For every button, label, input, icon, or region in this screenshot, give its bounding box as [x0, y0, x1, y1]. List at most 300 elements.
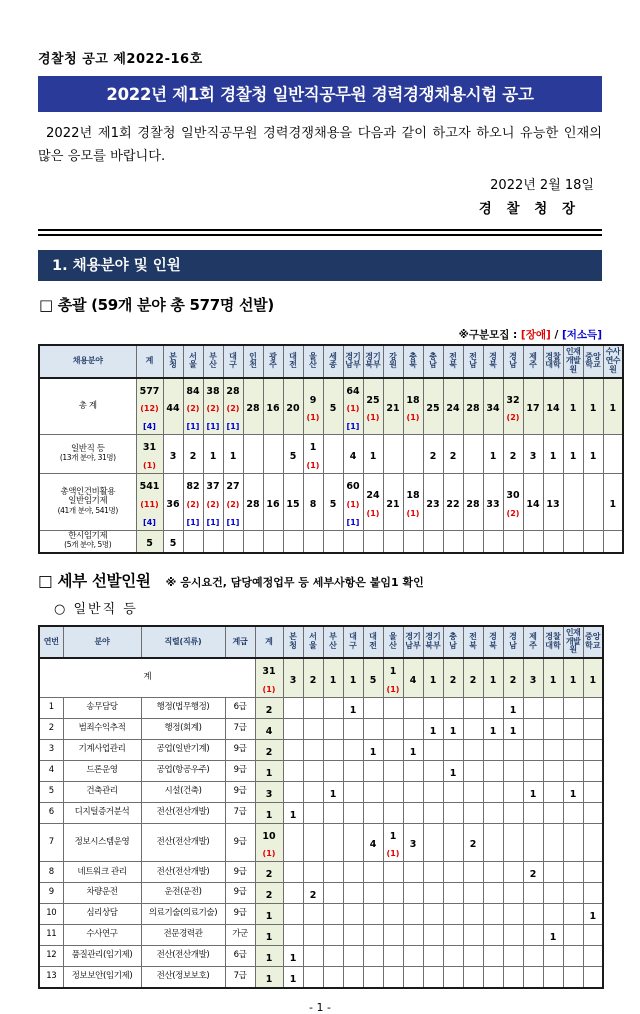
- table-cell: 25: [423, 378, 443, 435]
- table-cell: 2: [183, 435, 203, 474]
- table-cell: [303, 823, 323, 862]
- table-cell: [363, 718, 383, 739]
- table-cell: [483, 781, 503, 802]
- table-cell: [463, 862, 483, 883]
- table-cell: 3: [255, 781, 283, 802]
- table-cell: [423, 739, 443, 760]
- table-cell: 28 (2) [1]: [223, 378, 243, 435]
- table-cell: 2: [303, 883, 323, 904]
- table-cell: [583, 945, 603, 966]
- table-cell: [543, 698, 563, 719]
- table-cell: [563, 904, 583, 925]
- table-cell: 7급: [225, 966, 255, 987]
- table-cell: 행정(법무행정): [141, 698, 225, 719]
- table-cell: 64 (1) [1]: [343, 378, 363, 435]
- table-cell: [463, 435, 483, 474]
- column-header: 세 종: [323, 345, 343, 377]
- table-cell: [283, 925, 303, 946]
- column-header: 충 북: [403, 345, 423, 377]
- table-cell: [503, 883, 523, 904]
- table-cell: 5: [323, 378, 343, 435]
- table-cell: [323, 862, 343, 883]
- column-header: 계: [136, 345, 163, 377]
- table-cell: 28: [243, 378, 263, 435]
- table-cell: [543, 945, 563, 966]
- table-row: [39, 658, 603, 697]
- column-header: 채용분야: [39, 345, 136, 377]
- table-row: [39, 945, 603, 966]
- table-cell: [583, 698, 603, 719]
- table-cell: [503, 823, 523, 862]
- column-header: 강 원: [383, 345, 403, 377]
- table-cell: [383, 966, 403, 987]
- table-cell: [383, 718, 403, 739]
- table-cell: 1: [563, 378, 583, 435]
- table-cell: [283, 530, 303, 553]
- table-cell: 공업(일반기계): [141, 739, 225, 760]
- table-cell: [403, 966, 423, 987]
- column-header: 제 주: [523, 626, 543, 658]
- table-cell: [543, 883, 563, 904]
- table-cell: [583, 739, 603, 760]
- column-header: 전 북: [463, 626, 483, 658]
- table-cell: [583, 966, 603, 987]
- table-cell: 1: [483, 658, 503, 697]
- table-cell: 7급: [225, 718, 255, 739]
- table-cell: [303, 760, 323, 781]
- column-header: 충 남: [443, 626, 463, 658]
- table-cell: 84 (2) [1]: [183, 378, 203, 435]
- table-cell: [283, 760, 303, 781]
- table-cell: [323, 718, 343, 739]
- column-header: 연번: [39, 626, 63, 658]
- table-row: [39, 698, 603, 719]
- table-cell: [543, 760, 563, 781]
- table-cell: [383, 781, 403, 802]
- table-row: [39, 904, 603, 925]
- table-cell: 10 (1): [255, 823, 283, 862]
- table-row: [39, 378, 623, 435]
- table-cell: 일반직 등 (13개 분야, 31명): [39, 435, 136, 474]
- table-row: [39, 474, 623, 531]
- table-row: [39, 862, 603, 883]
- legend-prefix: ※구분모집 :: [458, 329, 518, 342]
- column-header: 중앙 학교: [583, 345, 603, 377]
- table-cell: 8: [39, 862, 63, 883]
- table-cell: 20: [283, 378, 303, 435]
- table-cell: [403, 781, 423, 802]
- table-cell: 총액인건비활용 일반임기제 (41개 분야, 541명): [39, 474, 136, 531]
- table-cell: 1: [423, 718, 443, 739]
- table-cell: 2: [255, 883, 283, 904]
- table-cell: [503, 925, 523, 946]
- table-cell: [403, 945, 423, 966]
- header-row: [39, 345, 623, 377]
- column-header: 분야: [63, 626, 141, 658]
- table-cell: [343, 739, 363, 760]
- table-cell: [343, 862, 363, 883]
- table-cell: 1: [583, 435, 603, 474]
- table-cell: [303, 739, 323, 760]
- table-cell: [403, 883, 423, 904]
- table-cell: [363, 904, 383, 925]
- table-cell: 1: [423, 658, 443, 697]
- intro-paragraph: 2022년 제1회 경찰청 일반직공무원 경력경쟁채용을 다음과 같이 하고자 하오니 유능한 인재의 많은 응모를 바랍니다.: [38, 126, 602, 165]
- table-cell: [443, 739, 463, 760]
- table-cell: 1: [363, 739, 383, 760]
- table-cell: [463, 739, 483, 760]
- column-header: 충 남: [423, 345, 443, 377]
- table-cell: 1: [563, 781, 583, 802]
- table-cell: [523, 760, 543, 781]
- table-cell: [363, 925, 383, 946]
- table-cell: 14: [523, 474, 543, 531]
- table-cell: [443, 925, 463, 946]
- table-cell: 디지털증거분석: [63, 802, 141, 823]
- table-cell: [463, 945, 483, 966]
- table-cell: [463, 925, 483, 946]
- table-cell: 1: [523, 781, 543, 802]
- document-title-banner: [38, 76, 602, 112]
- table-cell: 의료기술(의료기술): [141, 904, 225, 925]
- table-cell: [523, 698, 543, 719]
- table-cell: 18 (1): [403, 474, 423, 531]
- table-cell: [243, 530, 263, 553]
- table-cell: [423, 862, 443, 883]
- table-cell: [563, 474, 583, 531]
- table-cell: [323, 760, 343, 781]
- table-cell: 21: [383, 378, 403, 435]
- table-cell: 13: [543, 474, 563, 531]
- table-cell: [303, 966, 323, 987]
- table-cell: [363, 966, 383, 987]
- column-header: 서 울: [303, 626, 323, 658]
- table-cell: 82 (2) [1]: [183, 474, 203, 531]
- table-row: [39, 760, 603, 781]
- table-cell: 1: [583, 904, 603, 925]
- table-cell: [363, 698, 383, 719]
- table-cell: 1 (1): [303, 435, 323, 474]
- table-cell: 24 (1): [363, 474, 383, 531]
- table-cell: 9급: [225, 904, 255, 925]
- table-cell: [363, 781, 383, 802]
- table-cell: 24: [443, 378, 463, 435]
- table-cell: [283, 698, 303, 719]
- table-cell: [363, 883, 383, 904]
- table-cell: [443, 966, 463, 987]
- table-cell: 2: [39, 718, 63, 739]
- column-header: 중앙 학교: [583, 626, 603, 658]
- table-cell: 9급: [225, 760, 255, 781]
- table-cell: [563, 760, 583, 781]
- table-row: [39, 883, 603, 904]
- column-header: 광 주: [263, 345, 283, 377]
- table-cell: 2: [255, 739, 283, 760]
- table-cell: 심리상담: [63, 904, 141, 925]
- table-cell: [483, 925, 503, 946]
- table-cell: [423, 883, 443, 904]
- table-cell: 1: [443, 760, 463, 781]
- table-row: [39, 925, 603, 946]
- table-cell: [443, 945, 463, 966]
- table-cell: 22: [443, 474, 463, 531]
- table-cell: [483, 945, 503, 966]
- table-cell: [563, 718, 583, 739]
- table-cell: [563, 739, 583, 760]
- table-cell: 21: [383, 474, 403, 531]
- table-cell: [343, 925, 363, 946]
- table-row: [39, 781, 603, 802]
- table-cell: [343, 966, 363, 987]
- table-cell: [423, 760, 443, 781]
- table-cell: [343, 802, 363, 823]
- table-cell: [343, 530, 363, 553]
- table-cell: [423, 781, 443, 802]
- table-cell: 32 (2): [503, 378, 523, 435]
- table-cell: 전문경력관: [141, 925, 225, 946]
- table-cell: [483, 883, 503, 904]
- table-cell: 4: [255, 718, 283, 739]
- table-cell: 27 (2) [1]: [223, 474, 243, 531]
- announcement-date: 2022년 2월 18일: [490, 178, 594, 194]
- table-cell: 23: [423, 474, 443, 531]
- table-row: [39, 739, 603, 760]
- table-cell: [383, 802, 403, 823]
- table-cell: 10: [39, 904, 63, 925]
- table-cell: [323, 739, 343, 760]
- table-cell: [523, 904, 543, 925]
- table-cell: [263, 530, 283, 553]
- table-cell: 16: [263, 378, 283, 435]
- table-cell: [343, 718, 363, 739]
- table-cell: [423, 698, 443, 719]
- column-header: 부 산: [203, 345, 223, 377]
- table-cell: 9: [39, 883, 63, 904]
- table-cell: [183, 530, 203, 553]
- table-cell: [363, 802, 383, 823]
- table-cell: 2: [503, 658, 523, 697]
- table-cell: [283, 883, 303, 904]
- recruitment-legend: [38, 327, 602, 342]
- table-cell: [503, 760, 523, 781]
- table-cell: [203, 530, 223, 553]
- table-cell: [343, 781, 363, 802]
- table-cell: [563, 823, 583, 862]
- table-cell: 전산(전산개발): [141, 945, 225, 966]
- table-cell: [483, 530, 503, 553]
- table-cell: [443, 823, 463, 862]
- table-cell: 1: [323, 781, 343, 802]
- table-cell: [343, 883, 363, 904]
- table-cell: [323, 904, 343, 925]
- table-cell: [503, 966, 523, 987]
- column-header: 경기 남부: [343, 345, 363, 377]
- table-cell: [403, 698, 423, 719]
- table-cell: [543, 862, 563, 883]
- table-cell: 4: [39, 760, 63, 781]
- table-cell: [403, 925, 423, 946]
- table-cell: 1: [255, 760, 283, 781]
- table-cell: 9급: [225, 862, 255, 883]
- table-cell: [583, 883, 603, 904]
- table-cell: 5: [136, 530, 163, 553]
- table-cell: [323, 435, 343, 474]
- table-cell: 6급: [225, 945, 255, 966]
- table-cell: [383, 904, 403, 925]
- table-cell: [563, 883, 583, 904]
- table-cell: [503, 904, 523, 925]
- document-title: 2022년 제1회 경찰청 일반직공무원 경력경쟁채용시험 공고: [106, 85, 534, 104]
- table-cell: 1: [603, 378, 623, 435]
- table-cell: [363, 945, 383, 966]
- table-cell: 7급: [225, 802, 255, 823]
- table-cell: 1: [583, 378, 603, 435]
- table-cell: [383, 883, 403, 904]
- table-cell: [443, 530, 463, 553]
- table-cell: 18 (1): [403, 378, 423, 435]
- table-cell: 1: [255, 802, 283, 823]
- table-cell: [523, 718, 543, 739]
- table-cell: [283, 739, 303, 760]
- table-cell: 1: [255, 925, 283, 946]
- table-cell: 1: [543, 925, 563, 946]
- table-cell: 1: [223, 435, 243, 474]
- table-cell: 9급: [225, 823, 255, 862]
- table-cell: [323, 530, 343, 553]
- table-cell: [383, 760, 403, 781]
- table-cell: [443, 781, 463, 802]
- table-cell: 3: [403, 823, 423, 862]
- table-cell: [383, 435, 403, 474]
- table-cell: [523, 925, 543, 946]
- table-cell: [503, 862, 523, 883]
- table-cell: 드론운영: [63, 760, 141, 781]
- table-cell: [423, 925, 443, 946]
- table-cell: [463, 718, 483, 739]
- table-cell: 1: [283, 802, 303, 823]
- column-header: 경 북: [483, 345, 503, 377]
- table-cell: [563, 945, 583, 966]
- table-cell: 28: [463, 474, 483, 531]
- overview-title: □ 총괄 (59개 분야 총 577명 선발): [39, 296, 274, 315]
- table-cell: [303, 698, 323, 719]
- column-header: 대 구: [343, 626, 363, 658]
- table-cell: [563, 862, 583, 883]
- table-cell: [583, 530, 603, 553]
- table-cell: [563, 802, 583, 823]
- column-header: 제 주: [523, 345, 543, 377]
- table-cell: 2: [303, 658, 323, 697]
- table-cell: 품질관리(임기제): [63, 945, 141, 966]
- table-cell: 5: [283, 435, 303, 474]
- table-cell: [323, 883, 343, 904]
- table-cell: 3: [523, 658, 543, 697]
- table-cell: 577 (12) [4]: [136, 378, 163, 435]
- table-cell: [403, 862, 423, 883]
- overview-table: [38, 344, 624, 554]
- table-cell: [323, 802, 343, 823]
- table-cell: 1: [443, 718, 463, 739]
- table-cell: 1: [255, 945, 283, 966]
- table-cell: [423, 945, 443, 966]
- table-cell: [463, 883, 483, 904]
- table-cell: [283, 781, 303, 802]
- table-cell: [603, 435, 623, 474]
- table-cell: 공업(항공우주): [141, 760, 225, 781]
- table-cell: [303, 530, 323, 553]
- table-cell: [283, 904, 303, 925]
- table-row: [39, 966, 603, 987]
- table-cell: 1: [483, 718, 503, 739]
- table-cell: [403, 904, 423, 925]
- table-cell: [583, 781, 603, 802]
- section-heading: 1. 채용분야 및 인원: [38, 250, 602, 281]
- table-cell: 6: [39, 802, 63, 823]
- table-cell: 전산(전산개발): [141, 802, 225, 823]
- table-cell: 1: [203, 435, 223, 474]
- table-cell: [543, 904, 563, 925]
- page-number: - 1 -: [309, 1000, 331, 1014]
- table-cell: 1: [255, 966, 283, 987]
- table-cell: 16: [263, 474, 283, 531]
- table-cell: [383, 530, 403, 553]
- table-cell: [423, 966, 443, 987]
- table-cell: 건축관리: [63, 781, 141, 802]
- table-cell: [343, 823, 363, 862]
- table-cell: 2: [423, 435, 443, 474]
- table-cell: [423, 530, 443, 553]
- table-row: [39, 823, 603, 862]
- table-cell: [383, 698, 403, 719]
- column-header: 경기 북부: [363, 345, 383, 377]
- table-cell: 12: [39, 945, 63, 966]
- table-row: [39, 435, 623, 474]
- table-cell: [243, 435, 263, 474]
- column-header: 계급: [225, 626, 255, 658]
- table-cell: 송무담당: [63, 698, 141, 719]
- table-cell: 범죄수익추적: [63, 718, 141, 739]
- table-cell: 1: [543, 658, 563, 697]
- table-cell: [583, 802, 603, 823]
- column-header: 경 남: [503, 626, 523, 658]
- table-cell: [383, 862, 403, 883]
- column-header: 수사 연수원: [603, 345, 623, 377]
- table-cell: 1 (1): [383, 823, 403, 862]
- table-cell: [503, 945, 523, 966]
- column-header: 전 북: [443, 345, 463, 377]
- table-cell: 2: [255, 698, 283, 719]
- table-cell: 1: [583, 658, 603, 697]
- table-cell: 17: [523, 378, 543, 435]
- table-cell: 36: [163, 474, 183, 531]
- table-cell: [503, 530, 523, 553]
- table-cell: [403, 530, 423, 553]
- table-cell: [303, 904, 323, 925]
- table-cell: [543, 530, 563, 553]
- table-cell: 운전(운전): [141, 883, 225, 904]
- table-cell: [483, 904, 503, 925]
- table-cell: 1: [483, 435, 503, 474]
- table-cell: [463, 760, 483, 781]
- table-cell: 30 (2): [503, 474, 523, 531]
- table-cell: 1: [323, 658, 343, 697]
- table-cell: 1: [283, 966, 303, 987]
- overview-table-container: [38, 344, 620, 554]
- notice-number: 경찰청 공고 제2022-16호: [38, 52, 203, 67]
- column-header: 서 울: [183, 345, 203, 377]
- table-cell: [463, 966, 483, 987]
- table-cell: 28: [463, 378, 483, 435]
